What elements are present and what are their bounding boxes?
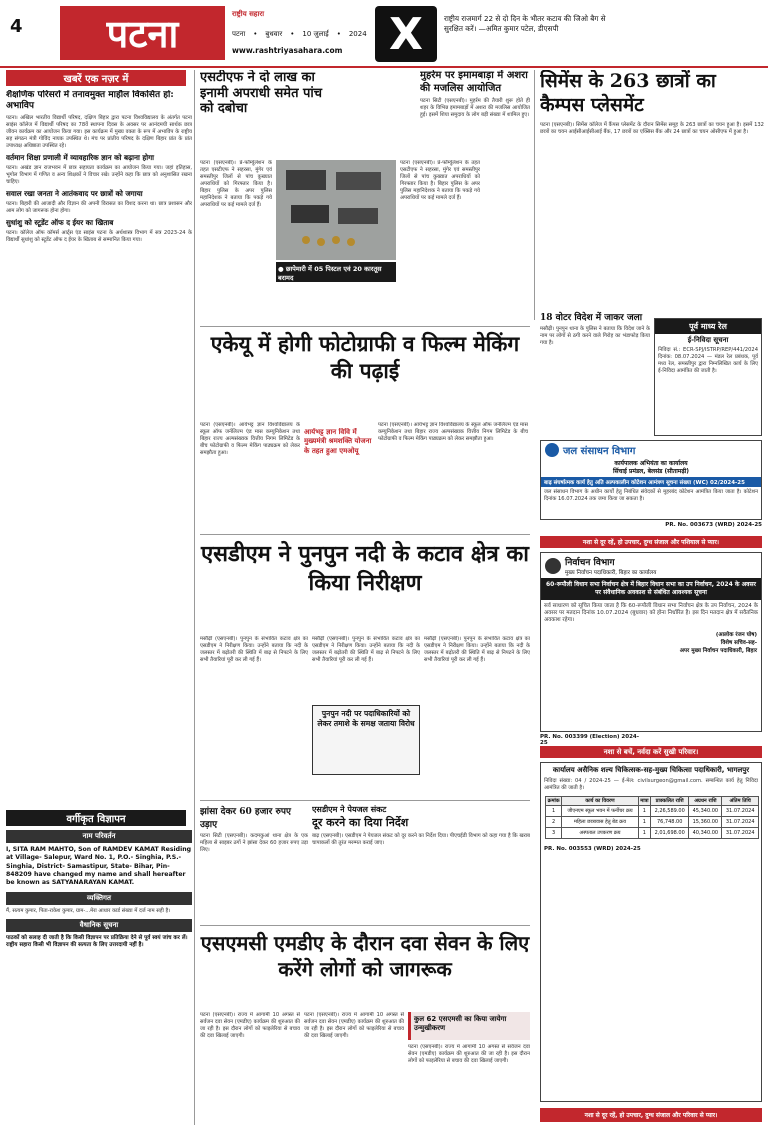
health-tender-ad <box>540 762 762 1102</box>
notice-label: वैधानिक सूचना <box>6 919 192 932</box>
article-body: पटना। अखंड ज्ञान राजभवन में छात्र सहायता कार्यक्रम का आयोजन किया गया। जहां इतिहास, भूगोल विभाग में गणित व अन्य शिक्षकों ने विचार रखे। उन्होंने कहा कि छात्र को अनुशासित रखना चाहिए। <box>6 164 192 185</box>
ad-title: कार्यालय असैनिक शल्य चिकित्सक-सह-मुख्य चिकित्सा पदाधिकारी, भागलपुर <box>552 766 750 774</box>
masthead-logo: पटना <box>60 6 225 60</box>
ad-red: बाढ़ संघर्षात्मक कार्य हेतु अति अल्पकालीन कोटेशन आमंत्रण सूचना संख्या (WC) 02/2024-25 <box>541 477 761 487</box>
header-quote: राष्ट्रीय राजमार्ग 22 से दो दिन के भीतर कटाव की जिओ बैग से सुरक्षित करें। —अमित कुमार पटेल, डीएसपी <box>444 14 606 34</box>
table-header-cell: मात्रा <box>640 798 649 805</box>
table-cell: 45,340.00 <box>689 806 722 817</box>
personal-body: मैं, सत्यम कुमार, पिता-राकेश कुमार, ग्राम-...मेरा आधार कार्ड संख्या में दर्ज नाम सही है। <box>6 907 171 914</box>
day-label: बुधवार <box>265 30 283 38</box>
article-body: पटना सिटी (एसएनबी)। मुहर्रम की तैयारी शुरू होते ही शहर के विभिन्न इमामबाड़ों में अशरा की मजलिस आयोजित हुई। इसमें शिया समुदाय के लोग बड़ी संख्या में शामिल हुए। <box>420 98 530 119</box>
headline: झांसा देकर 60 हजार रुपए उड़ाए <box>200 807 291 830</box>
article-body: पटना। अखिल भारतीय विद्यार्थी परिषद, दक्षिण बिहार द्वारा पटना विश्वविद्यालय के अंतर्गत पटना साइंस कॉलेज में विद्यार्थी परिषद का 78वें स्थापना दिवस के अवसर पर आनंदमयी सार्थक छात्र जीवन कार्यक्रम का आयोजन किया गया। इस कार्यक्रम में मुख्य वक्ता के रूप में अभाविप के राष्ट्रीय सह संगठन मंत्री गोविंद नायक उपस्थित थे। मंच पर प्रांतीय परिषद के दक्षिण बिहार प्रांत के प्रांत उपाध्यक्ष अधिष्ठाता उपस्थित रहे। <box>6 114 192 149</box>
table-cell: 31.07.2024 <box>722 828 759 839</box>
article-body: पटना (एसएनबी)। आर्यभट्ट ज्ञान विश्वविद्यालय के स्कूल ऑफ जर्नलिज्म एंड मास कम्युनिकेशन तथा बिहार राज्य अल्पसंख्यक वित्तीय निगम लिमिटेड के बीच फोटोग्राफी व फिल्म मेकिंग पाठ्यक्रम को लेकर समझौता हुआ। <box>378 422 528 443</box>
article-body: पटना (एसएनबी)। राज्य में आगामी 10 अगस्त से सर्वजन दवा सेवन (एमडीए) कार्यक्रम की शुरुआत की जा रही है। इस दौरान लोगों को फाइलेरिया से बचाव की दवा खिलाई जाएगी। <box>304 1012 404 1040</box>
article-body: पटना (एसएनबी)। राज्य में आगामी 10 अगस्त से सर्वजन दवा सेवन (एमडीए) कार्यक्रम की शुरुआत की जा रही है। इस दौरान लोगों को फाइलेरिया से बचाव की दवा खिलाई जाएगी। <box>200 1012 300 1040</box>
emblem-icon <box>545 443 559 457</box>
article-body: पटना (एसएनबी)। राज्य में आगामी 10 अगस्त से सर्वजन दवा सेवन (एमडीए) कार्यक्रम की शुरुआत की जा रही है। इस दौरान लोगों को फाइलेरिया से बचाव की दवा खिलाई जाएगी। <box>408 1044 530 1065</box>
emblem-icon <box>545 558 561 574</box>
table-cell: 15,360.00 <box>689 817 722 828</box>
article-body: पटना सिटी (एसएनबी)। कदमकुआं थाना क्षेत्र के एक महिला से साइबर ठगों ने झांसा देकर 60 हजार रुपए उड़ा लिए। <box>200 833 308 854</box>
article-body: मसौढ़ी। पुनपुन थाना के पुलिस ने बताया कि विदेश जाने के नाम पर लोगों से ठगी करने वाले गिरोह का भंडाफोड़ किया गया है। <box>540 326 650 347</box>
headline: दूर करने का दिया निर्देश <box>312 816 409 829</box>
table-header-cell: अग्रधन राशि <box>689 797 722 806</box>
tender-table <box>545 796 759 839</box>
fraud-story <box>200 804 308 924</box>
website-link[interactable]: www.rashtriyasahara.com <box>232 46 343 55</box>
pullquote: आर्यभट्ट ज्ञान विवि में मुख्यमंत्री श्रमशक्ति योजना के तहत हुआ एमओयू <box>304 428 372 455</box>
table-header-cell: प्राक्कलित राशि <box>651 797 689 806</box>
table-cell: 31.07.2024 <box>722 806 759 817</box>
slogan-bar: नशा से दूर रहें, हो उपचार, दुग्ध संजाल और परिवार से प्यार। <box>540 1108 762 1122</box>
overseas-story <box>540 310 650 410</box>
table-cell: जीएनएम स्कूल भवन में फर्नीचर क्रय <box>562 806 638 817</box>
name-change-body: I, SITA RAM MAHTO, Son of RAMDEV KAMAT Residing at Village- Salepur, Ward No. 1, P.O.- Singhia, P.S.- Singhia, District- Samastipur, State- Bihar, Pin- 848209 have changed my name and shall hereafter be known as SATYANARAYAN KAMAT. <box>6 846 192 887</box>
left-column <box>6 90 192 510</box>
pullquote: कुल 62 एसएमसी का किया जायेगा उन्मुखीकरण <box>408 1012 530 1040</box>
simens-story <box>540 70 764 320</box>
photo-caption: ● छापेमारी में 05 पिस्टल एवं 20 कारतूस बरामद <box>276 262 396 282</box>
headline: 18 वोटर विदेश में जाकर जला <box>540 313 643 323</box>
table-cell: महिला छात्रावास हेतु बेड क्रय <box>562 817 638 828</box>
section-title: खबरें एक नज़र में <box>6 70 186 86</box>
slogan-bar: नशा से दूर रहें, हो उपचार, दुग्ध संजाल और पशियाल से प्यार। <box>540 536 762 548</box>
ad-sub: ई-निविदा सूचना <box>687 336 729 344</box>
headline: एसएमसी एमडीए के दौरान दवा सेवन के लिए करेंगे लोगों को जागरूक <box>200 931 530 981</box>
headline: एकेयू में होगी फोटोग्राफी व फिल्म मेकिंग की पढ़ाई <box>210 331 520 384</box>
ad-body: सर्व साधारण को सूचित किया जाता है कि 60-रूपौली विधान सभा निर्वाचन क्षेत्र के उप निर्वाचन, 2024 के अवसर पर मतदान दिनांक 10.07.2024 (बुधवार) को होना निर्धारित है। इस दिन मतदान क्षेत्र में सवैतनिक अवकाश रहेगा। <box>544 602 758 624</box>
classified-section <box>6 830 192 1125</box>
article-body: मसौढ़ी (एसएनबी)। पुनपुन के संभावित कटाव क्षेत्र का एसडीएम ने निरीक्षण किया। उन्होंने बताया कि नदी के जलस्तर में बढ़ोतरी की स्थिति में बाढ़ से निपटने के लिए सभी तैयारियां पूरी कर ली गई हैं। <box>312 636 420 664</box>
article-body: पटना (एसएनबी)। प्रे-फॉर्म्युलेशन के तहत एसटीएफ ने सहरसा, मुंगेर एवं समस्तीपुर जिलों से पांच कुख्यात अपराधियों को गिरफ्तार किया है। बिहार पुलिस के अपर पुलिस महानिदेशक ने बताया कि पकड़े गये अपराधियों पर कई मामले दर्ज हैं। <box>200 160 272 209</box>
table-header-cell: कार्य का विवरण <box>562 797 638 806</box>
subheadline: सवाल रखा जनता ने आतंकवाद पर छात्रों को जगाया <box>6 188 143 198</box>
article-body: मसौढ़ी (एसएनबी)। पुनपुन के संभावित कटाव क्षेत्र का एसडीएम ने निरीक्षण किया। उन्होंने बताया कि नदी के जलस्तर में बढ़ोतरी की स्थिति में बाढ़ से निपटने के लिए सभी तैयारियां पूरी कर ली गई हैं। <box>424 636 530 664</box>
weapons-photo <box>276 160 396 260</box>
name-change-label: नाम परिवर्तन <box>6 830 192 843</box>
brand-name: राष्ट्रीय सहारा <box>232 10 265 18</box>
ad-title: जल संसाधन विभाग <box>563 446 636 457</box>
sdm-story <box>200 540 530 635</box>
article-body: मसौढ़ी (एसएनबी)। पुनपुन के संभावित कटाव क्षेत्र का एसडीएम ने निरीक्षण किया। उन्होंने बताया कि नदी के जलस्तर में बढ़ोतरी की स्थिति में बाढ़ से निपटने के लिए सभी तैयारियां पूरी कर ली गई हैं। <box>200 636 308 664</box>
article-body: पटना। बिहारी की आजादी और विज्ञान की अपनी विरासत का विशद करना था। छात्र प्रशासन और आम लोग को जागरूक होना होगा। <box>6 200 192 214</box>
table-cell: 1 <box>638 806 650 817</box>
article-body: पटना (एसएनबी)। आर्यभट्ट ज्ञान विश्वविद्यालय के स्कूल ऑफ जर्नलिज्म एंड मास कम्युनिकेशन तथा बिहार राज्य अल्पसंख्यक वित्तीय निगम लिमिटेड के बीच फोटोग्राफी व फिल्म मेकिंग पाठ्यक्रम को लेकर समझौता हुआ। <box>200 422 300 457</box>
table-row <box>546 828 759 839</box>
table-cell: 1 <box>638 828 650 839</box>
article-body: पटना (एसएनबी)। प्रे-फॉर्म्युलेशन के तहत एसटीएफ ने सहरसा, मुंगेर एवं समस्तीपुर जिलों से पांच कुख्यात अपराधियों को गिरफ्तार किया है। बिहार पुलिस के अपर पुलिस महानिदेशक ने बताया कि पकड़े गये अपराधियों पर कई मामले दर्ज हैं। <box>400 160 480 202</box>
date-label: 10 जुलाई <box>302 30 329 38</box>
sdm-subbox <box>312 705 420 775</box>
year-label: 2024 <box>348 30 367 38</box>
water-crisis-story <box>312 804 530 924</box>
notice-body: पाठकों को सलाह दी जाती है कि किसी विज्ञापन पर प्रतिक्रिया देने से पूर्व स्वयं जांच कर लें। राष्ट्रीय सहारा किसी भी विज्ञापन की सत्यता के लिए उत्तरदायी नहीं है। <box>6 934 188 949</box>
table-row <box>546 806 759 817</box>
page-number: 4 <box>10 16 23 37</box>
pr-number: PR. No. 003553 (WRD) 2024-25 <box>544 846 641 853</box>
table-cell: 76,748.00 <box>651 817 689 828</box>
headline: एसडीएम ने पुनपुन नदी के कटाव क्षेत्र का किया निरीक्षण <box>201 541 529 596</box>
ad-body: जल संसाधन विभाग के अधीन कार्यों हेतु निबंधित संवेदकों से मुहरबंद कोटेशन आमंत्रित किया जाता है। कोटेशन दिनांक 16.07.2024 तक जमा किया जा सकता है। <box>544 489 758 503</box>
ad-title: निर्वाचन विभाग <box>565 558 615 568</box>
article-body: पटना। कॉलेज ऑफ कॉमर्स आर्ट्स एंड साइंस पटना के अर्थशास्त्र विभाग में सत्र 2023-24 के विद्यार्थी सुधांशु को स्टूडेंट ऑफ द ईयर के खिताब से सम्मानित किया गया। <box>6 229 192 243</box>
ad-sub: कार्यपालक अभियंता का कार्यालय सिंचाई प्रमंडल, बेलसंड (सीतामढ़ी) <box>612 460 690 475</box>
pr-number: PR. No. 003399 (Election) 2024-25 <box>540 734 640 744</box>
table-cell: 3 <box>546 828 562 839</box>
article-body: पटना (एसएनबी)। सिमेंस कॉलेज में कैंपस प्लेसमेंट के दौरान सिमेंस समूह के 263 छात्रों का चयन हुआ है। इसमें 132 छात्रों का चयन आईसीआईसीआई बैंक, 17 छात्रों का एक्सिस बैंक और 24 छात्रों का चयन ओसीएफ में हुआ है। <box>540 121 764 135</box>
subheadline: वर्तमान शिक्षा प्रणाली में व्यावहारिक ज्ञान को बढ़ाना होगा <box>6 152 154 162</box>
personal-label: व्यक्तिगत <box>6 892 192 905</box>
election-ad <box>540 552 762 732</box>
slogan-bar: नशा से बचें, नर्वदा करें सुखी परिवार। <box>540 746 762 758</box>
subheadline: सुधांशु को स्टूडेंट ऑफ द ईयर का खिताब <box>6 217 114 227</box>
table-cell: 1 <box>638 817 650 828</box>
ad-sub: मुख्य निर्वाचन पदाधिकारी, बिहार का कार्यालय <box>565 570 657 576</box>
headline: शैक्षणिक परिसरों में तनावमुक्त माहौल विकसित हो: अभाविप <box>6 90 174 111</box>
pr-number: PR. No. 003673 (WRD) 2024-25 <box>665 522 762 528</box>
table-cell: 40,340.00 <box>689 828 722 839</box>
table-header-cell: क्रमांक <box>546 797 562 806</box>
table-cell: 31.07.2024 <box>722 817 759 828</box>
table-cell: 1 <box>546 806 562 817</box>
ad-body: निविदा संख्या: 04 / 2024-25 — ई-मेल: civilsurgeon@gmail.com. सम्बन्धित कार्य हेतु निविदा आमंत्रित की जाती है। <box>544 778 758 792</box>
smc-story <box>200 930 530 1010</box>
subheadline: एसडीएम ने पेयजल संकट <box>312 804 387 814</box>
table-cell: 2,01,698.00 <box>651 828 689 839</box>
ad-body: निविदा सं.: ECR-SPJ/ISTRP/REP/441/2024 दिनांक: 08.07.2024 — मंडल रेल प्रबंधक, पूर्व मध्य रेल, समस्तीपुर द्वारा निम्नलिखित कार्य के लिए ई-निविदा आमंत्रित की जाती है। <box>658 347 758 375</box>
railway-ad <box>654 318 762 436</box>
article-body: बाढ़ (एसएनबी)। एसडीएम ने पेयजल संकट को दूर करने का निर्देश दिया। पीएचईडी विभाग को कहा गया है कि खराब चापाकलों की तुरंत मरम्मत कराई जाए। <box>312 833 530 847</box>
table-cell: 2 <box>546 817 562 828</box>
date-strip: पटना • बुधवार • 10 जुलाई • 2024 <box>232 30 367 38</box>
table-header-cell: अंतिम तिथि <box>722 797 759 806</box>
table-cell: अस्पताल उपकरण क्रय <box>562 828 638 839</box>
ad-signature: (आलोक रंजन घोष) विशेष सचिव-सह- अपर मुख्य निर्वाचन पदाधिकारी, बिहार <box>679 631 757 654</box>
table-row <box>546 817 759 828</box>
city-label: पटना <box>232 30 246 38</box>
headline: एसटीएफ ने दो लाख का इनामी अपराधी समेत पांच को दबोचा <box>200 70 323 117</box>
ad-headline: 60-रूपौली विधान सभा निर्वाचन क्षेत्र में बिहार विधान सभा का उप निर्वाचन, 2024 के अवसर पर संवैधानिक अवकाश से संबंधित आवश्यक सूचना <box>541 578 761 600</box>
ad-title: पूर्व माध्य रेल <box>655 319 761 334</box>
muharram-story <box>420 70 530 320</box>
x-logo-icon: X <box>375 6 437 62</box>
headline: मुहर्रम पर इमामबाड़ा में अशरा की मजलिस आयोजित <box>420 70 528 94</box>
water-resources-ad <box>540 440 762 520</box>
subheadline: पुनपुन नदी पर पदाधिकारियों को लेकर तमाशे के समक्ष जताया विरोध <box>317 709 415 728</box>
classified-header: वर्गीकृत विज्ञापन <box>6 810 186 826</box>
headline: सिमेंस के 263 छात्रों का कैम्पस प्लेसमेंट <box>540 70 716 116</box>
table-cell: 2,26,589.00 <box>651 806 689 817</box>
